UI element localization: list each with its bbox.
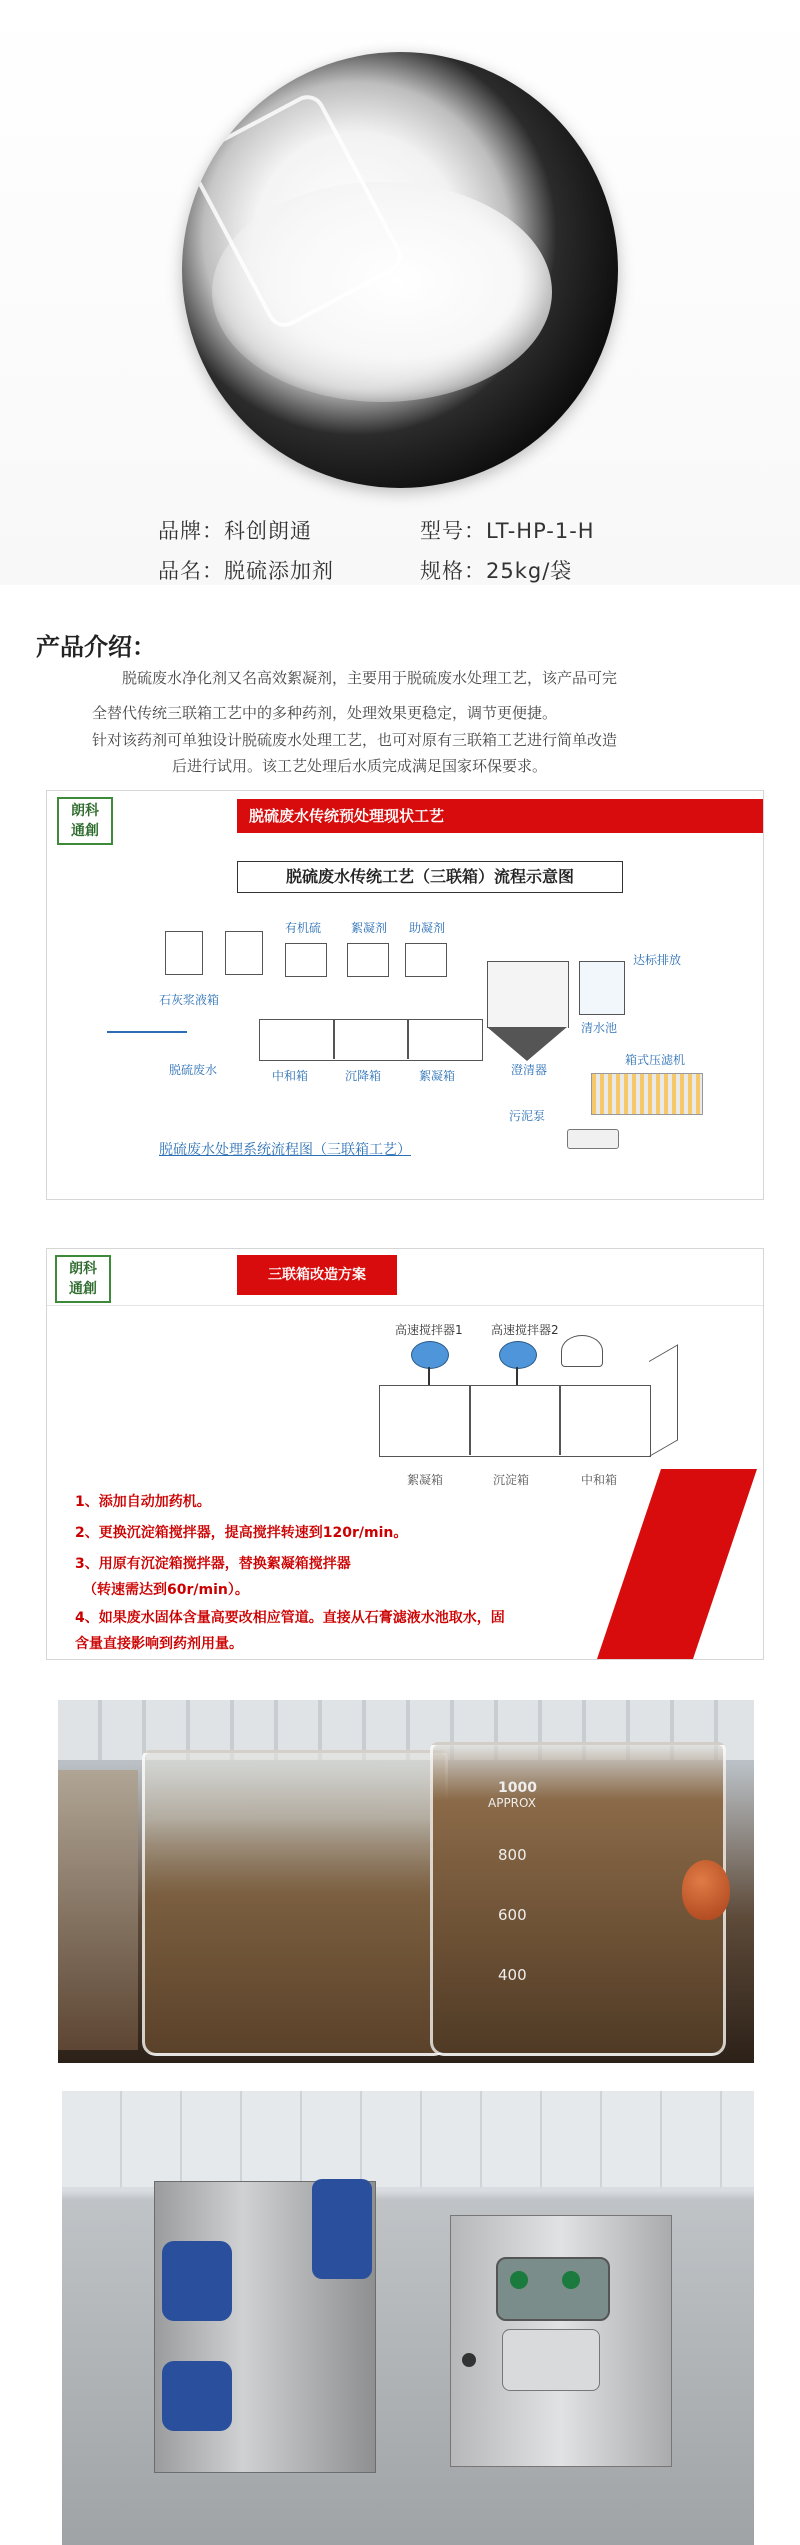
logo-line-2: 通創 [71,823,99,839]
cabinet-window [496,2257,610,2321]
discharge-label: 达标排放 [633,953,682,967]
beaker-approx: APPROX [488,1796,536,1810]
diagram-caption: 脱硫废水处理系统流程图（三联箱工艺） [159,1142,411,1158]
coagulant-label: 助凝剂 [409,921,446,935]
box-divider-2 [407,1019,409,1059]
blue-motor-3 [312,2179,372,2279]
brand-label: 品牌：科创朗通 [158,519,312,543]
panel1-header: 脱硫废水传统预处理现状工艺 [249,807,445,825]
box-divider-1 [333,1019,335,1059]
settling-box-label: 沉降箱 [345,1069,382,1083]
wastewater-label: 脱硫废水 [169,1063,218,1077]
model-label: 型号：LT-HP-1-H [420,519,595,543]
step-1: 1、添加自动加药机。 [75,1494,211,1510]
organic-sulfur-label: 有机硫 [285,921,322,935]
sludge-pump-label: 污泥泵 [509,1109,546,1123]
intro-line-4: 后进行试用。该工艺处理后水质完成满足国家环保要求。 [172,757,548,775]
flocculant-label: 絮凝剂 [351,921,388,935]
step-3-note: （转速需达到60r/min）。 [83,1582,249,1598]
green-button [510,2271,528,2289]
step-4-cont: 含量直接影响到药剂用量。 [75,1636,243,1652]
panel1-header-bar [237,799,763,833]
filter-press [591,1073,703,1115]
truck-icon [567,1129,619,1149]
clean-pool [579,961,625,1015]
filter-press-label: 箱式压滤机 [625,1053,686,1067]
mixer2-label: 高速搅拌器2 [491,1323,559,1337]
company-logo [57,797,113,845]
logo-line-2: 通創 [69,1281,97,1297]
spec-label: 规格：25kg/袋 [420,559,573,583]
wastewater-pipe [107,1031,187,1033]
thickener-cone [487,1027,567,1061]
panel2-header: 三联箱改造方案 [237,1255,397,1295]
beaker-comparison-photo [58,1700,754,2063]
beaker-back-left [58,1770,138,2050]
equipment-photo [62,2091,754,2545]
company-logo-2 [55,1255,111,1303]
logo-line-1: 朗科 [71,803,99,819]
green-button-2 [562,2271,580,2289]
mixer1-label: 高速搅拌器1 [395,1323,463,1337]
intro-line-1: 脱硫废水净化剂又名高效絮凝剂，主要用于脱硫废水处理工艺，该产品可完 [122,669,618,687]
lime-tank-2 [225,931,263,975]
retrofit-tank [379,1385,651,1457]
step-4: 4、如果废水固体含量高要改相应管道。直接从石膏滤液水池取水，固 [75,1610,505,1626]
diagram-title: 脱硫废水传统工艺（三联箱）流程示意图 [237,861,623,893]
organic-sulfur-tank [285,943,327,977]
tank-label-neutral: 中和箱 [581,1473,618,1487]
mixer2-motor [499,1341,537,1369]
tank-side [649,1344,678,1457]
lime-tank-label: 石灰浆液箱 [159,993,220,1007]
tank-label-floc: 絮凝箱 [407,1473,444,1487]
step-2: 2、更换沉淀箱搅拌器，提高搅拌转速到120r/min。 [75,1525,408,1541]
intro-line-3: 针对该药剂可单独设计脱硫废水处理工艺，也可对原有三联箱工艺进行简单改造 [92,731,618,749]
retrofit-divider-2 [559,1385,561,1455]
beaker-left [142,1750,448,2056]
mixer1-motor [411,1341,449,1369]
beaker-mark-1000: 1000 [498,1780,537,1796]
red-accent-graphic [597,1469,757,1659]
product-photo-powder [182,52,618,488]
lime-tank-1 [165,931,203,975]
logo-line-1: 朗科 [69,1261,97,1277]
flocculant-tank [347,943,389,977]
neutral-box-label: 中和箱 [272,1069,309,1083]
blue-motor-2 [162,2361,232,2431]
product-hero [0,0,800,585]
thickener-body [487,961,569,1028]
floc-box-label: 絮凝箱 [419,1069,456,1083]
beaker-mark-400: 400 [498,1966,527,1984]
step-3: 3、用原有沉淀箱搅拌器，替换絮凝箱搅拌器 [75,1556,351,1572]
beaker-mark-600: 600 [498,1906,527,1924]
beaker-mark-800: 800 [498,1846,527,1864]
rubber-bulb [682,1860,730,1920]
blue-motor-1 [162,2241,232,2321]
retrofit-plan-panel [46,1248,764,1660]
thickener-label: 澄清器 [511,1063,548,1077]
dosing-tank [561,1335,603,1367]
intro-line-2: 全替代传统三联箱工艺中的多种药剂，处理效果更稳定，调节更便捷。 [92,704,558,722]
tank-label-settle: 沉淀箱 [493,1473,530,1487]
retrofit-divider-1 [469,1385,471,1455]
coagulant-tank [405,943,447,977]
traditional-process-panel [46,790,764,1200]
name-label: 品名：脱硫添加剂 [158,559,334,583]
warehouse-wall [62,2091,754,2187]
panel2-divider [47,1305,763,1306]
clean-pool-label: 清水池 [581,1021,618,1035]
intro-title: 产品介绍： [36,633,156,661]
three-box-tank [259,1019,483,1061]
cabinet-switch-plate [502,2329,600,2391]
cabinet-lock [462,2353,476,2367]
